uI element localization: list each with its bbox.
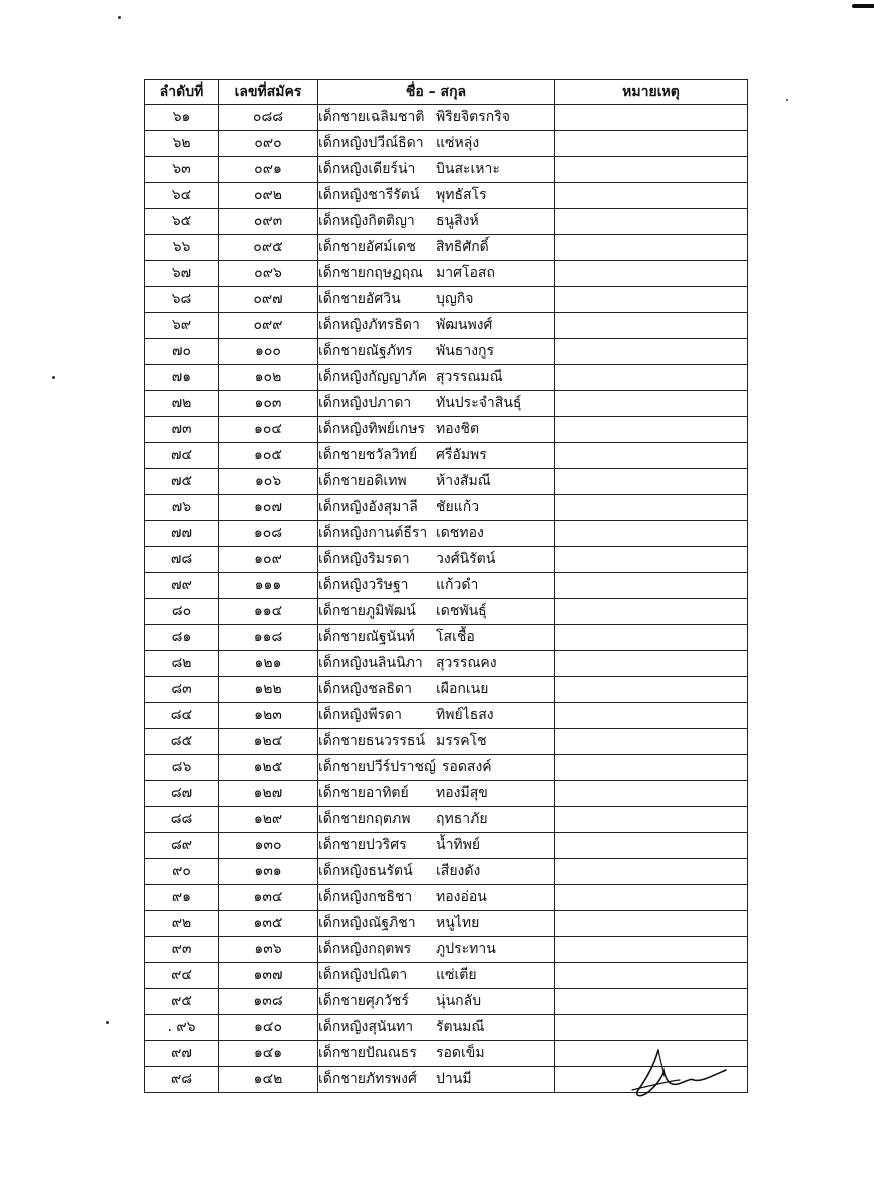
row-remarks [555,1015,748,1041]
table-row [145,313,748,339]
row-last-name: ชัยแก้ว [436,499,480,515]
table-row [145,963,748,989]
row-sequence: ๗๕ [145,469,219,495]
row-sequence: ๗๑ [145,365,219,391]
row-sequence: . ๙๖ [145,1015,219,1041]
row-sequence: ๖๔ [145,183,219,209]
row-application-number: ๐๙๐ [219,131,318,157]
row-first-name: เด็กหญิงณัฐภิชา [318,915,416,931]
row-application-number: ๑๓๐ [219,833,318,859]
row-sequence: ๗๐ [145,339,219,365]
row-first-name: เด็กหญิงพีรดา [318,707,403,723]
row-full-name [318,313,555,339]
row-sequence: ๖๓ [145,157,219,183]
row-sequence: ๗๘ [145,547,219,573]
handwritten-signature-icon [628,1046,728,1100]
row-sequence: ๙๔ [145,963,219,989]
row-application-number: ๐๙๒ [219,183,318,209]
row-full-name [318,495,555,521]
row-application-number: ๑๐๘ [219,521,318,547]
row-first-name: เด็กหญิงชารีรัตน์ [318,187,420,203]
row-last-name: วงศ์นิรัตน์ [436,551,496,567]
row-application-number: ๐๙๑ [219,157,318,183]
applicant-table [144,79,748,1093]
row-last-name: รอดเข็ม [436,1045,485,1061]
row-first-name: เด็กหญิงปวีณ์ธิดา [318,135,424,151]
row-first-name: เด็กชายณัฐนันท์ [318,629,416,645]
row-last-name: สุวรรณมณี [436,369,503,385]
row-application-number: ๑๒๕ [219,755,318,781]
row-sequence: ๙๐ [145,859,219,885]
row-first-name: เด็กหญิงกชธิชา [318,889,413,905]
row-remarks [555,807,748,833]
row-remarks [555,989,748,1015]
row-first-name: เด็กหญิงชลธิดา [318,681,412,697]
row-last-name: เสียงดัง [436,863,481,879]
scan-speck [786,99,788,101]
row-remarks [555,651,748,677]
row-sequence: ๙๑ [145,885,219,911]
scan-speck [52,376,55,379]
row-application-number: ๑๐๕ [219,443,318,469]
row-last-name: ภูประทาน [436,941,496,957]
row-remarks [555,443,748,469]
row-last-name: สุวรรณคง [436,655,497,671]
scan-speck [118,16,121,19]
row-first-name: เด็กชายปวีร์ปราชญ์ [318,759,436,775]
row-full-name [318,105,555,131]
row-full-name [318,521,555,547]
row-application-number: ๑๒๗ [219,781,318,807]
table-row [145,365,748,391]
table-row [145,521,748,547]
row-sequence: ๖๕ [145,209,219,235]
table-row [145,443,748,469]
row-first-name: เด็กหญิงธนรัตน์ [318,863,413,879]
row-full-name [318,703,555,729]
corner-mark [852,4,874,8]
row-last-name: แซ่หลุ่ง [436,135,480,151]
row-full-name [318,833,555,859]
row-full-name [318,599,555,625]
row-remarks [555,391,748,417]
row-application-number: ๑๒๔ [219,729,318,755]
table-row [145,495,748,521]
row-remarks [555,235,748,261]
row-first-name: เด็กชายปวริศร [318,837,407,853]
row-first-name: เด็กหญิงเดียร์น่า [318,161,416,177]
row-full-name [318,339,555,365]
row-first-name: เด็กชายอาทิตย์ [318,785,409,801]
row-last-name: ทองชิต [436,421,480,437]
row-application-number: ๐๙๖ [219,261,318,287]
table-row [145,625,748,651]
row-first-name: เด็กชายกฤตภพ [318,811,411,827]
table-row [145,157,748,183]
table-row [145,989,748,1015]
row-full-name [318,443,555,469]
row-sequence: ๗๗ [145,521,219,547]
row-last-name: ปานมี [436,1071,472,1087]
row-sequence: ๘๕ [145,729,219,755]
row-full-name [318,131,555,157]
row-application-number: ๑๓๗ [219,963,318,989]
row-last-name: มาศโอสถ [436,265,495,281]
row-application-number: ๑๔๑ [219,1041,318,1067]
row-remarks [555,183,748,209]
row-full-name [318,391,555,417]
row-sequence: ๖๑ [145,105,219,131]
row-application-number: ๑๑๔ [219,599,318,625]
row-remarks [555,755,748,781]
row-full-name [318,963,555,989]
row-sequence: ๙๕ [145,989,219,1015]
row-application-number: ๑๓๑ [219,859,318,885]
row-application-number: ๑๐๗ [219,495,318,521]
row-first-name: เด็กชายกฤษฏฤณ [318,265,423,281]
row-first-name: เด็กหญิงอังสุมาลี [318,499,418,515]
table-row [145,755,748,781]
row-full-name [318,235,555,261]
row-first-name: เด็กชายปัณณธร [318,1045,417,1061]
row-remarks [555,495,748,521]
row-first-name: เด็กหญิงกฤตพร [318,941,412,957]
row-full-name [318,937,555,963]
row-remarks [555,261,748,287]
row-remarks [555,131,748,157]
row-first-name: เด็กหญิงกานต์ธีรา [318,525,428,541]
row-last-name: ศรีอัมพร [436,447,487,463]
row-first-name: เด็กชายอัศม์เดช [318,239,416,255]
row-full-name [318,365,555,391]
row-last-name: พัฒนพงศ์ [436,317,493,333]
row-sequence: ๖๖ [145,235,219,261]
row-remarks [555,547,748,573]
table-row [145,859,748,885]
row-last-name: แซ่เตีย [436,967,477,983]
row-remarks [555,599,748,625]
row-last-name: บินสะเหาะ [436,161,500,177]
row-last-name: แก้วดำ [436,577,479,593]
row-application-number: ๑๓๖ [219,937,318,963]
row-application-number: ๑๑๑ [219,573,318,599]
row-first-name: เด็กชายอดิเทพ [318,473,407,489]
row-remarks [555,937,748,963]
row-last-name: ทองอ่อน [436,889,487,905]
table-row [145,183,748,209]
row-remarks [555,677,748,703]
row-remarks [555,781,748,807]
row-sequence: ๙๘ [145,1067,219,1093]
row-first-name: เด็กหญิงริมรดา [318,551,410,567]
row-remarks [555,157,748,183]
row-application-number: ๑๓๔ [219,885,318,911]
row-full-name [318,1041,555,1067]
row-sequence: ๙๓ [145,937,219,963]
row-first-name: เด็กชายภูมิพัฒน์ [318,603,416,619]
row-application-number: ๑๐๐ [219,339,318,365]
header-sequence: ลำดับที่ [145,80,219,105]
header-remarks: หมายเหตุ [555,80,748,105]
row-last-name: เดชพันธุ์ [436,603,487,619]
row-first-name: เด็กชายชวัลวิทย์ [318,447,418,463]
row-first-name: เด็กหญิงปณิตา [318,967,408,983]
row-last-name: ฤทธาภัย [436,811,488,827]
row-application-number: ๐๙๙ [219,313,318,339]
row-full-name [318,755,555,781]
row-application-number: ๑๓๘ [219,989,318,1015]
row-sequence: ๘๘ [145,807,219,833]
row-first-name: เด็กหญิงสุนันทา [318,1019,414,1035]
row-sequence: ๗๖ [145,495,219,521]
row-last-name: ทองมีสุข [436,785,488,801]
row-first-name: เด็กหญิงกิตติญา [318,213,415,229]
row-sequence: ๗๓ [145,417,219,443]
row-application-number: ๐๙๓ [219,209,318,235]
scan-speck [106,1021,109,1024]
row-remarks [555,885,748,911]
row-sequence: ๖๘ [145,287,219,313]
row-application-number: ๑๒๒ [219,677,318,703]
table-row [145,937,748,963]
row-first-name: เด็กชายณัฐภัทร [318,343,413,359]
row-full-name [318,677,555,703]
row-last-name: เผือกเนย [436,681,489,697]
row-application-number: ๑๔๒ [219,1067,318,1093]
row-sequence: ๘๐ [145,599,219,625]
row-application-number: ๑๓๕ [219,911,318,937]
row-remarks [555,625,748,651]
row-full-name [318,157,555,183]
table-row [145,105,748,131]
row-first-name: เด็กหญิงทิพย์เกษร [318,421,426,437]
row-sequence: ๘๓ [145,677,219,703]
row-first-name: เด็กหญิงกัญญาภัค [318,369,428,385]
row-first-name: เด็กหญิงภัทรธิดา [318,317,420,333]
row-sequence: ๘๖ [145,755,219,781]
row-sequence: ๘๑ [145,625,219,651]
header-full-name: ชื่อ – สกุล [318,80,555,105]
table-row [145,235,748,261]
row-sequence: ๖๗ [145,261,219,287]
row-last-name: ทันประจำสินธุ์ [436,395,522,411]
row-last-name: พิริยจิตรกริจ [436,109,510,125]
table-row [145,547,748,573]
table-row [145,573,748,599]
row-remarks [555,729,748,755]
row-first-name: เด็กหญิงปภาดา [318,395,412,411]
table-row [145,417,748,443]
row-full-name [318,183,555,209]
row-application-number: ๑๐๖ [219,469,318,495]
row-sequence: ๙๒ [145,911,219,937]
row-full-name [318,651,555,677]
row-sequence: ๘๙ [145,833,219,859]
table-row [145,807,748,833]
row-application-number: ๑๐๔ [219,417,318,443]
row-remarks [555,287,748,313]
row-application-number: ๑๐๙ [219,547,318,573]
row-sequence: ๖๒ [145,131,219,157]
row-last-name: เดชทอง [436,525,484,541]
row-application-number: ๐๙๕ [219,235,318,261]
row-full-name [318,729,555,755]
row-full-name [318,911,555,937]
row-application-number: ๐๙๗ [219,287,318,313]
row-application-number: ๑๐๓ [219,391,318,417]
row-remarks [555,703,748,729]
row-application-number: ๑๒๓ [219,703,318,729]
header-application-number: เลขที่สมัคร [219,80,318,105]
row-full-name [318,781,555,807]
row-sequence: ๘๒ [145,651,219,677]
table-row [145,885,748,911]
table-row [145,339,748,365]
row-remarks [555,963,748,989]
row-full-name [318,1015,555,1041]
row-last-name: ห้างสัมณี [436,473,491,489]
table-row [145,1015,748,1041]
row-remarks [555,573,748,599]
row-first-name: เด็กหญิงวริษฐา [318,577,409,593]
row-last-name: ทิพย์ไธสง [436,707,494,723]
row-remarks [555,209,748,235]
table-row [145,703,748,729]
row-remarks [555,339,748,365]
row-sequence: ๖๙ [145,313,219,339]
row-full-name [318,1067,555,1093]
table-row [145,287,748,313]
row-remarks [555,105,748,131]
table-body [145,105,748,1093]
row-full-name [318,209,555,235]
row-remarks [555,365,748,391]
row-full-name [318,807,555,833]
row-full-name [318,287,555,313]
row-remarks [555,833,748,859]
row-full-name [318,469,555,495]
row-last-name: นุ่นกลับ [436,993,482,1009]
table-row [145,261,748,287]
row-full-name [318,625,555,651]
row-application-number: ๑๒๙ [219,807,318,833]
table-row [145,833,748,859]
row-full-name [318,573,555,599]
row-sequence: ๗๔ [145,443,219,469]
row-last-name: รัตนมณี [436,1019,485,1035]
row-remarks [555,859,748,885]
row-last-name: พันธางกูร [436,343,495,359]
row-remarks [555,911,748,937]
row-last-name: มรรคโช [436,733,487,749]
row-full-name [318,859,555,885]
row-last-name: หนูไทย [436,915,480,931]
row-full-name [318,989,555,1015]
row-first-name: เด็กชายศุภวัชร์ [318,993,409,1009]
table-row [145,781,748,807]
row-full-name [318,885,555,911]
table-row [145,391,748,417]
table-header-row [145,80,748,105]
table-row [145,911,748,937]
row-remarks [555,313,748,339]
row-sequence: ๘๔ [145,703,219,729]
table-row [145,729,748,755]
row-application-number: ๑๐๒ [219,365,318,391]
row-sequence: ๗๒ [145,391,219,417]
table-row [145,599,748,625]
row-last-name: ธนูสิงห์ [436,213,479,229]
table-row [145,651,748,677]
row-last-name: สิทธิศักดิ์ [436,239,489,255]
row-full-name [318,547,555,573]
row-first-name: เด็กชายภัทรพงศ์ [318,1071,417,1087]
row-application-number: ๐๘๘ [219,105,318,131]
row-last-name: บุญกิจ [436,291,474,307]
row-first-name: เด็กชายธนวรรธน์ [318,733,426,749]
row-remarks [555,417,748,443]
row-first-name: เด็กชายอัศวิน [318,291,401,307]
row-sequence: ๘๗ [145,781,219,807]
row-application-number: ๑๔๐ [219,1015,318,1041]
row-last-name: พุทธัสโร [436,187,487,203]
row-full-name [318,261,555,287]
table-row [145,131,748,157]
row-remarks [555,469,748,495]
row-first-name: เด็กหญิงนลินนิภา [318,655,423,671]
row-full-name [318,417,555,443]
row-last-name: รอดสงค์ [441,759,492,775]
table-row [145,469,748,495]
row-sequence: ๗๙ [145,573,219,599]
row-last-name: โสเชื้อ [436,629,475,645]
row-last-name: น้ำทิพย์ [436,837,481,853]
row-sequence: ๙๗ [145,1041,219,1067]
row-first-name: เด็กชายเฉลิมชาติ [318,109,425,125]
table-row [145,209,748,235]
row-application-number: ๑๑๘ [219,625,318,651]
row-application-number: ๑๒๑ [219,651,318,677]
table-row [145,677,748,703]
row-remarks [555,521,748,547]
